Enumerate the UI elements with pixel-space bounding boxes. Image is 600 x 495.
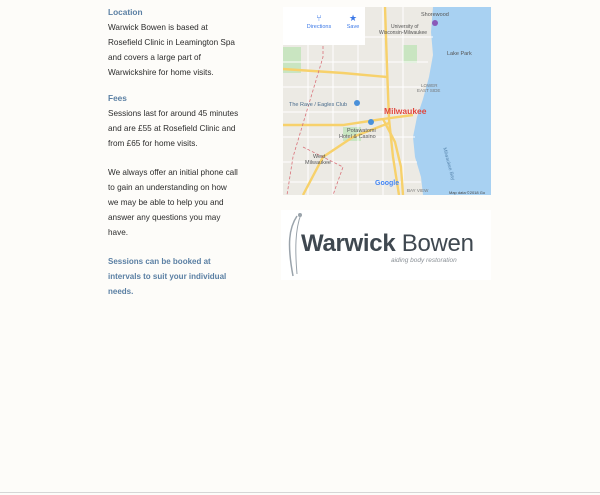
map-label-west-milwaukee-2: Milwaukee: [305, 160, 331, 166]
map-label-lower-east-side: LOWER: [421, 83, 438, 88]
map-label-university-2: Wisconsin-Milwaukee: [379, 30, 428, 36]
save-label: Save: [346, 24, 360, 30]
location-line: Rosefield Clinic in Leamington Spa: [108, 38, 235, 47]
call-line: have.: [108, 228, 129, 237]
logo-word-bowen: Bowen: [401, 230, 474, 257]
call-line: We always offer an initial phone call: [108, 168, 238, 177]
location-line: Warwickshire for home visits.: [108, 68, 214, 77]
fees-section: [108, 92, 248, 151]
location-line: Warwick Bowen is based at: [108, 23, 208, 32]
call-line: answer any questions you may: [108, 213, 221, 222]
info-column: [108, 6, 248, 311]
location-section: [108, 6, 248, 80]
directions-label: Directions: [306, 24, 332, 30]
map-label-city: Milwaukee: [384, 106, 427, 116]
google-logo: Google: [375, 180, 400, 187]
map-attribution[interactable]: Map data ©2018 Go: [449, 190, 486, 195]
warwick-bowen-logo: [281, 210, 491, 280]
fees-heading: Fees: [108, 93, 127, 103]
logo-wordmark: [301, 230, 474, 258]
map-label-lake-park: Lake Park: [447, 51, 472, 57]
booking-line: needs.: [108, 287, 134, 296]
directions-button[interactable]: [305, 13, 333, 30]
logo-word-warwick: Warwick: [301, 230, 396, 257]
map-label-shorewood: Shorewood: [421, 12, 449, 18]
map-label-university: University of: [391, 24, 419, 30]
map-actions-card: [283, 7, 365, 45]
location-heading: Location: [108, 7, 143, 17]
logo-tagline: aiding body restoration: [391, 257, 457, 264]
map-label-potawatomi: Potawatomi: [347, 128, 376, 134]
fees-line: Sessions last for around 45 minutes: [108, 109, 239, 118]
fees-line: and are £55 at Rosefield Clinic and: [108, 124, 236, 133]
fees-line: from £65 for home visits.: [108, 139, 198, 148]
page-bottom-divider: [0, 492, 600, 493]
location-line: and covers a large part of: [108, 53, 201, 62]
call-line: to gain an understanding on how: [108, 183, 227, 192]
save-button[interactable]: [339, 13, 367, 30]
map-label-west-milwaukee: West: [313, 154, 326, 160]
map-label-lower-east-side-2: EAST SIDE: [417, 88, 441, 93]
call-line: we may be able to help you and: [108, 198, 224, 207]
star-icon: ★: [348, 13, 358, 23]
booking-line: intervals to suit your individual: [108, 272, 227, 281]
map-label-bay-view: BAY VIEW: [407, 188, 429, 193]
embedded-map[interactable]: [283, 7, 491, 195]
call-section: [108, 165, 248, 240]
booking-note: [108, 254, 248, 299]
directions-icon: ⑂: [316, 13, 322, 23]
map-label-potawatomi-2: Hotel & Casino: [339, 134, 376, 140]
booking-line: Sessions can be booked at: [108, 257, 211, 266]
map-label-venue: The Rave / Eagles Club: [289, 102, 348, 108]
map-label-water: Milwaukee Bay: [441, 147, 456, 182]
